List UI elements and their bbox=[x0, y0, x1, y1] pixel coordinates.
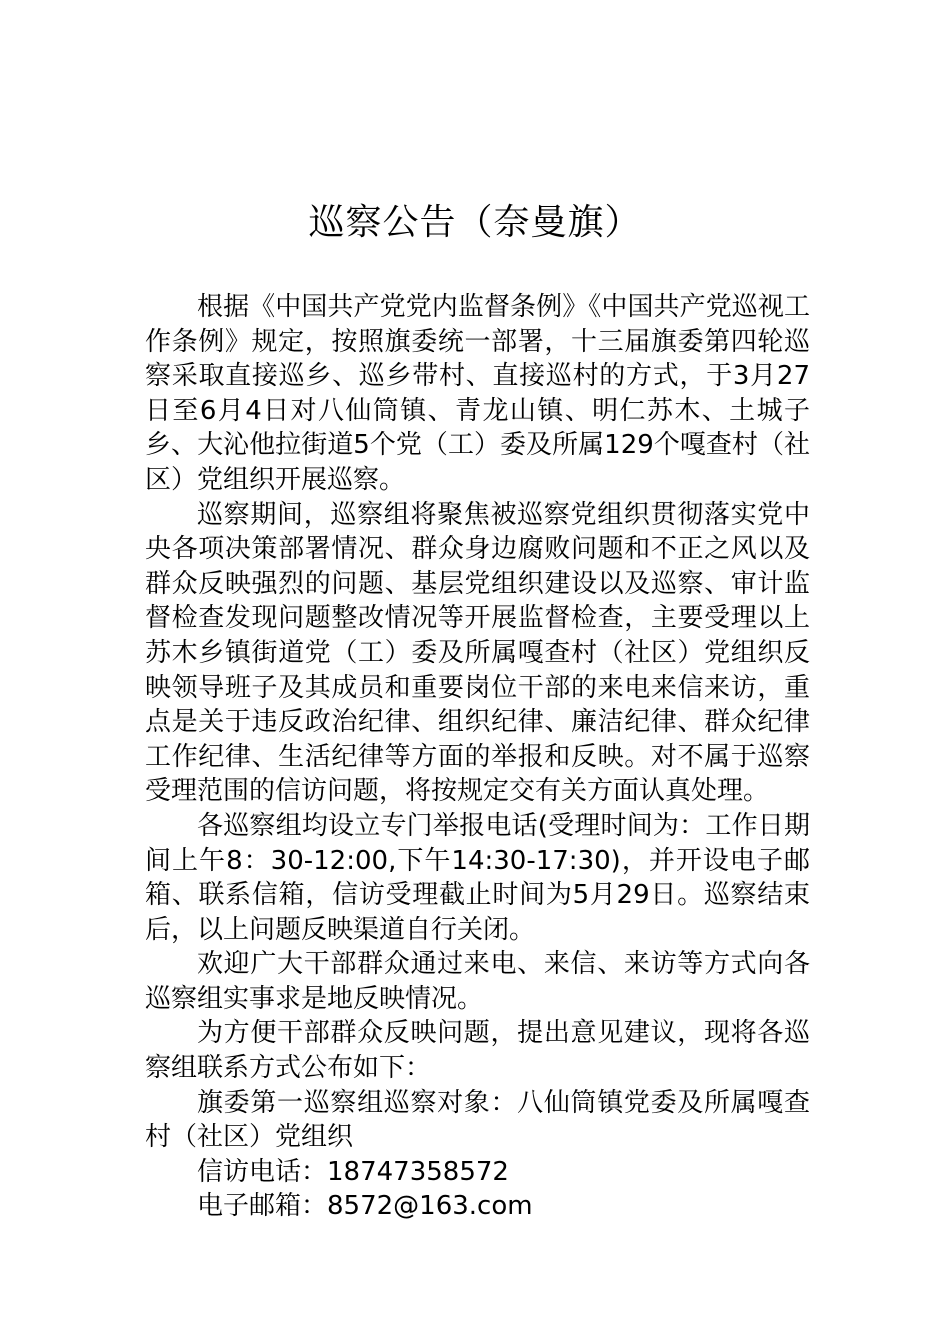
paragraph-hotline: 各巡察组均设立专门举报电话(受理时间为：工作日期间上午8：30-12:00,下午14:30-17:30)，并开设电子邮箱、联系信箱，信访受理截止时间为5月29日。巡察结束后，以上问题反映渠道自行关闭。 bbox=[145, 810, 810, 945]
paragraph-phone: 信访电话：18747358572 bbox=[197, 1156, 509, 1187]
paragraph-group-one-target: 旗委第一巡察组巡察对象：八仙筒镇党委及所属嘎查村（社区）党组织 bbox=[145, 1087, 810, 1153]
paragraph-email: 电子邮箱：8572@163.com bbox=[197, 1191, 533, 1222]
paragraph-welcome: 欢迎广大干部群众通过来电、来信、来访等方式向各巡察组实事求是地反映情况。 bbox=[145, 949, 810, 1014]
paragraph-basis: 根据《中国共产党党内监督条例》《中国共产党巡视工作条例》规定，按照旗委统一部署，十三届旗委第四轮巡察采取直接巡乡、巡乡带村、直接巡村的方式，于3月27日至6月4日对八仙筒镇、青龙山镇、明仁苏木、土城子乡、大沁他拉街道5个党（工）委及所属129个嘎查村（社区）党组织开展巡察。 bbox=[145, 292, 810, 495]
paragraph-contact-intro: 为方便干部群众反映问题，提出意见建议，现将各巡察组联系方式公布如下： bbox=[145, 1018, 810, 1084]
document-body bbox=[145, 290, 810, 1224]
paragraph-scope: 巡察期间，巡察组将聚焦被巡察党组织贯彻落实党中央各项决策部署情况、群众身边腐败问题和不正之风以及群众反映强烈的问题、基层党组织建设以及巡察、审计监督检查发现问题整改情况等开展监督检查，主要受理以上苏木乡镇街道党（工）委及所属嘎查村（社区）党组织反映领导班子及其成员和重要岗位干部的来电来信来访，重点是关于违反政治纪律、组织纪律、廉洁纪律、群众纪律工作纪律、生活纪律等方面的举报和反映。对不属于巡察受理范围的信访问题，将按规定交有关方面认真处理。 bbox=[145, 499, 810, 807]
document-title: 巡察公告（奈曼旗） bbox=[308, 202, 642, 243]
